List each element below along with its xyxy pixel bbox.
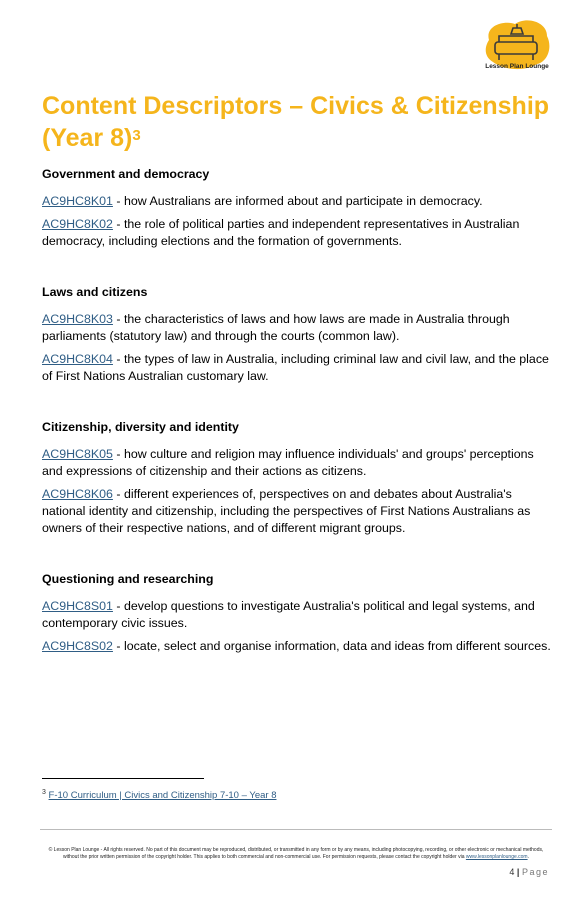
footnote-number: 3 [42, 789, 46, 796]
descriptor-text: - the characteristics of laws and how laws are made in Australia through parliaments (statutory law) and through the courts (common law). [42, 312, 510, 343]
descriptor-code-link[interactable]: AC9HC8K04 [42, 352, 113, 366]
footer-divider [40, 829, 552, 830]
section-heading: Questioning and researching [42, 572, 214, 586]
section-citizenship-diversity-identity [42, 419, 554, 537]
descriptor-item [42, 216, 554, 250]
title-footnote-ref: 3 [132, 127, 141, 144]
copyright-end: . [527, 854, 529, 860]
descriptor-text: - locate, select and organise information, data and ideas from different sources. [112, 639, 551, 653]
descriptor-code-link[interactable]: AC9HC8K01 [42, 194, 113, 208]
descriptor-text: - how culture and religion may influence individuals' and groups' perceptions and expressions of citizenship and their actions as citizens. [42, 447, 534, 478]
copyright-text: © Lesson Plan Lounge - All rights reserved. No part of this document may be reproduced, distributed, or transmitted in any form or by any means, including photocopying, recording, or other electronic or mechanical methods, without the prior written permission of the copyright holder. This applies to both commercial and non-commercial use. For permission requests, please contact the copyright holder via [48, 847, 544, 860]
descriptor-text: - the types of law in Australia, including criminal law and civil law, and the place of First Nations Australian customary law. [42, 352, 549, 383]
descriptor-item [42, 446, 554, 480]
footnote-link[interactable]: F-10 Curriculum | Civics and Citizenship 7-10 – Year 8 [48, 790, 277, 802]
page-number [509, 867, 549, 877]
descriptor-item [42, 351, 554, 385]
section-government-and-democracy [42, 166, 554, 250]
content-body [42, 166, 554, 689]
descriptor-item [42, 638, 554, 655]
copyright-notice [44, 847, 548, 861]
footnote [42, 789, 276, 801]
section-questioning-and-researching [42, 571, 554, 655]
section-heading: Citizenship, diversity and identity [42, 420, 239, 434]
page-title: Content Descriptors – Civics & Citizenship (Year 8)$^3$ [42, 92, 550, 152]
descriptor-code-link[interactable]: AC9HC8K03 [42, 312, 113, 326]
descriptor-code-link[interactable]: AC9HC8K02 [42, 217, 113, 231]
page-number-value: 4 [509, 867, 515, 877]
page-separator: | [516, 867, 520, 877]
descriptor-code-link[interactable]: AC9HC8S01 [42, 599, 113, 613]
section-laws-and-citizens [42, 284, 554, 385]
descriptor-text: - different experiences of, perspectives on and debates about Australia's national identity and citizenship, including the perspectives of First Nations Australians as owners of their respective nations, and of different migrant groups. [42, 487, 531, 535]
section-heading: Government and democracy [42, 167, 210, 181]
footnote-separator [42, 778, 204, 779]
descriptor-text: - develop questions to investigate Australia's political and legal systems, and contemporary civic issues. [42, 599, 535, 630]
page-label: Page [521, 867, 549, 877]
logo-text: Lesson Plan Lounge [485, 63, 549, 70]
section-heading: Laws and citizens [42, 285, 148, 299]
descriptor-text: - the role of political parties and independent representatives in Australian democracy, including elections and the formation of governments. [42, 217, 520, 248]
descriptor-code-link[interactable]: AC9HC8K06 [42, 487, 113, 501]
descriptor-item [42, 311, 554, 345]
website-link[interactable]: www.lessonplanlounge.com [465, 854, 528, 860]
descriptor-code-link[interactable]: AC9HC8K05 [42, 447, 113, 461]
descriptor-code-link[interactable]: AC9HC8S02 [42, 639, 113, 653]
descriptor-text: - how Australians are informed about and participate in democracy. [112, 194, 483, 208]
descriptor-item [42, 486, 554, 537]
descriptor-item [42, 193, 554, 210]
descriptor-item [42, 598, 554, 632]
